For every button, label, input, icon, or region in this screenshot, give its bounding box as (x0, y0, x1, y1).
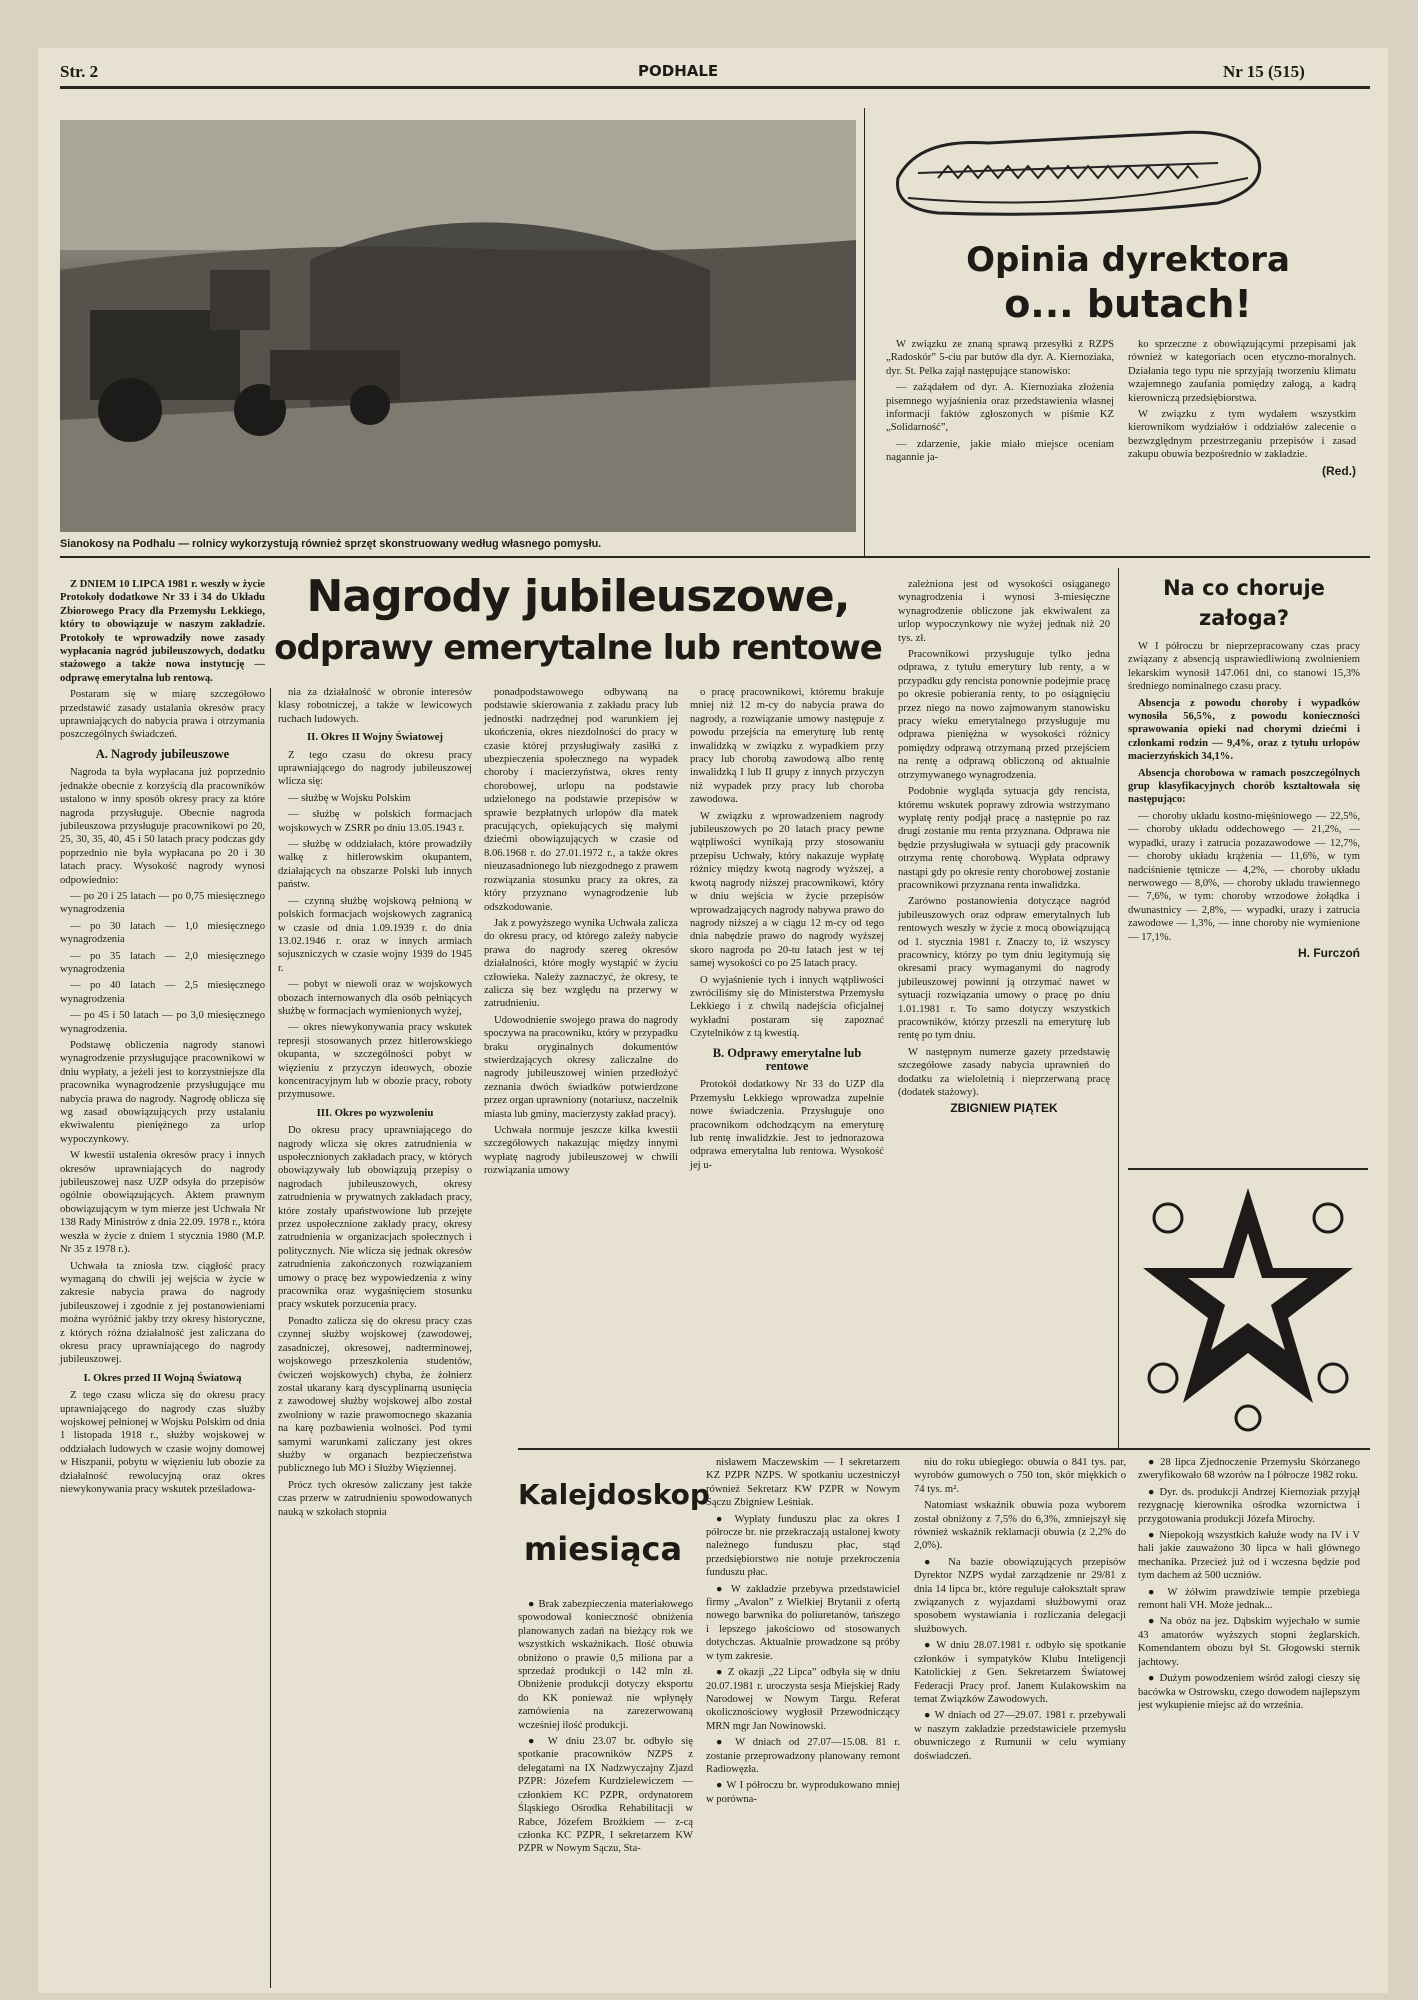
kalejdoskop-column-3 (914, 1456, 1126, 1766)
nagrody-paragraph: Uchwała ta zniosła tzw. ciągłość pracy wymaganą do chwili jej wejścia w życie w zakresie nabycia prawa do nagrody jubileuszowej i zgodnie z jej postanowieniami można wyróżnić jakby trzy okresy historyczne, z których różna działalność jest zaliczana do okresu pracy uprawniającego do nagrody jubileuszowej. (60, 1260, 265, 1366)
kalejdoskop-title-line2: miesiąca (523, 1530, 683, 1568)
list-item: ● Na bazie obowiązujących przepisów Dyrektor NZPS wydał zarządzenie nr 29/81 z dnia 14 lipca br., które reguluje całokształt spraw związanych z wyjazdami służbowymi oraz sposobem wystawiania i rozliczania delegacji służbowych. (914, 1556, 1126, 1635)
issue-number: Nr 15 (515) (1223, 62, 1305, 81)
list-item: — okres niewykonywania pracy wskutek represji stosowanych przez hitlerowskiego okupanta, w szczególności pobyt w więzieniu z przyczyn ideowych, obozie koncentracyjnym lub w obozie pracy, roboty przymusowe. (278, 1022, 472, 1101)
list-item: ● Na obóz na jez. Dąbskim wyjechało w sumie 43 amatorów wyższych stopni żeglarskich. Komendantem obozu był St. Głogowski sternik jachtowy. (1138, 1616, 1360, 1668)
list-item: ● W dniach od 27.07—15.08. 81 r. zostanie przeprowadzony planowany remont Radiowęzła. (706, 1737, 900, 1775)
nagrody-paragraph: Jak z powyższego wynika Uchwała zalicza do okresu pracy, od którego zależy nabycie prawa do nagrody szereg okresów działalności, które mogły wystąpić w życiu człowieka. Należy zaznaczyć, że okresy, te zalicza się bez względu na przerwy w zatrudnieniu. (484, 917, 678, 1010)
list-item: — po 45 i 50 latach — po 3,0 miesięcznego wynagrodzenia. (60, 1010, 265, 1035)
nagrody-paragraph: Z tego czasu wlicza się do okresu pracy uprawniającego do nagrody czas służby wojskowej pełnionej w Wojsku Polskim od dnia 1 listopada 1918 r., służby wojskowej w oddziałach ludowych w czasie wojny domowej w Hiszpanii, pobytu w więzieniu lub obozie za działalność rewolucyjną oraz okres niewykonywania pracy wskutek prześladowa- (60, 1390, 265, 1495)
section-heading-i: I. Okres przed II Wojną Światową (83, 1371, 242, 1384)
nagrody-column-2 (278, 686, 472, 1522)
masthead-name: PODHALE (638, 62, 719, 80)
nagrody-paragraph: nia za działalność w obronie interesów klasy robotniczej, a także w lewicowych ruchach ludowych. (278, 687, 472, 725)
kalejdoskop-title-line1: Kalejdoskop (518, 1478, 710, 1511)
nagrody-headline-2: odprawy emerytalne lub rentowe (274, 628, 882, 668)
nagrody-paragraph: Zarówno postanowienia dotyczące nagród jubileuszowych oraz odpraw emerytalnych lub rentowych weszły w życie z mocą obowiązującą od 1. stycznia 1981 r. Znaczy to, iż wszyscy pracownicy, którzy po tym dniu legitymują się okresami pracy wymaganymi do nagrody jubileuszowej powinni ją otrzymać nawet w sytuacji rozwiązania umowy o pracę po dniu 1.01.1981 r. To samo dotyczy wszystkich pracowników, którzy przeszli na emeryturę lub rentę po tym dniu. (898, 896, 1110, 1042)
shoe-illustration (878, 118, 1278, 228)
section-rule-1 (60, 556, 1370, 558)
list-item: — służbę w Wojsku Polskim (288, 792, 411, 804)
list-item: Natomiast wskaźnik obuwia poza wyborem został obniżony z 7,5% do 6,3%, zmniejszył się również wskaźnik reklamacji obuwia (z 2,2% do 2,0%). (914, 1500, 1126, 1552)
choruje-paragraph: — choroby układu kostno-mięśniowego — 22,5%, — choroby układu oddechowego — 21,2%, — wypadki, urazy i zatrucia pozazawodowe — 12,7%, — choroby układu krążenia — 11,6%, w tym nadciśnienie tętnicze — 4,2%, — choroby układu nerwowego — 8,0%, — choroby układu trawiennego — 7,6%, w tym: choroby wrzodowe żołądka i dwunastnicy — 2,8%, — wypadki, urazy i zatrucia zawodowe — 1,3%, — inne choroby nie wymienione — 17,1%. (1128, 810, 1360, 943)
list-item: ● Niepokoją wszystkich kałuże wody na IV i V hali jakie zauważono 30 lipca w hali głównego mechanika. Przecież już od i wczesna będzie pod tym dachem aż 500 uczniów. (1138, 1530, 1360, 1582)
nagrody-paragraph: Uchwała normuje jeszcze kilka kwestii szczegółowych nakazując między innymi wypłatę nagrody jubileuszowej w chwili rozwiązania umowy (484, 1125, 678, 1177)
photo-caption: Sianokosy na Podhalu — rolnicy wykorzystują również sprzęt skonstruowany według własnego pomysłu. (60, 538, 602, 550)
list-item: ● W żółwim prawdziwie tempie przebiega remont hali VH. Może jednak... (1138, 1586, 1360, 1612)
nagrody-column-5 (898, 578, 1110, 1116)
nagrody-column-4 (690, 686, 884, 1175)
section-heading-b: B. Odprawy emerytalne lub rentowe (712, 1045, 862, 1073)
page-header (38, 48, 1388, 88)
list-item: ● Brak zabezpieczenia materiałowego spowodował konieczność obniżenia planowanych zadań na bieżący rok we wszystkich wskaźnikach. Ilość obuwia obniżono o prawie 0,5 miliona par a sprzedaż produkcji o 142 mln zł. Obniżenie produkcji dotyczy eksportu do KK ponieważ nie wpłynęły zamówienia na zarezerwowaną wcześniej ilość produkcji. (518, 1599, 693, 1731)
opinia-paragraph: — zażądałem od dyr. A. Kiernoziaka złożenia pisemnego wyjaśnienia oraz przedstawienia własnej informacji faktów zgłoszonych w piśmie KZ „Solidarność”, (886, 382, 1114, 434)
star-icon (1138, 1178, 1358, 1438)
list-item: niu do roku ubiegłego: obuwia o 841 tys. par, wyrobów gumowych o 750 ton, skór miękkich o 74 tys. m². (914, 1457, 1126, 1495)
choruje-paragraph: Absencja z powodu choroby i wypadków wynosiła 56,5%, z powodu konieczności sprawowania opieki nad chorymi dziećmi i członkami rodzin — 9,4%, oraz z tytułu urlopów macierzyńskich 34,1%. (1128, 697, 1360, 763)
list-item: ● W dniu 28.07.1981 r. odbyło się spotkanie członków i sympatyków Klubu Inteligencji Katolickiej z Gen. Sekretarzem Światowej Federacji Pracy prof. Janem Kulakowskim na temat Związków Zawodowych. (914, 1640, 1126, 1705)
nagrody-paragraph: Podobnie wygląda sytuacja gdy rencista, któremu wskutek poprawy zdrowia wstrzymano wypłatę renty podjął pracę a następnie po raz drugi zostanie mu renta przyznana. Odprawa nie będzie przysługiwała w sytuacji gdy pracownik otrzyma rentę chorobową. Wypłata odprawy nastąpi gdy po okresie renty chorobowej zostanie pracownikowi przyznana renta inwalidzka. (898, 786, 1110, 891)
column-rule-photo (864, 108, 865, 556)
opinia-column-1 (886, 338, 1114, 468)
nagrody-paragraph: Do okresu pracy uprawniającego do nagrody wlicza się okres zatrudnienia w uspołecznionych zakładach pracy, w których obowiązywały lub obowiązują przepisy o nagrodach jubileuszowych, okresy zatrudnienia w prywatnych zakładach pracy, które zostały upaństwowione lub przejęte przez uspołecznione zakłady pracy, okresy zatrudnienia w organizacjach społecznych i politycznych. Nie wlicza się jednak okresów zatrudnienia zakończonych rozwiązaniem umowy o pracę bez wypowiedzenia z winy pracownika oraz wygaśnięciem stosunku pracy wskutek porzucenia pracy. (278, 1125, 472, 1311)
choruje-headline (1128, 573, 1360, 633)
list-item: ● Dużym powodzeniem wśród załogi cieszy się bacówka w Ostrowsku, czego dowodem najlepszym jest wykupienie miejsc aż do września. (1138, 1673, 1360, 1711)
choruje-paragraph: Absencja chorobowa w ramach poszczególnych grup klasyfikacyjnych chorób kształtowała się następująco: (1128, 767, 1360, 806)
list-item: — po 20 i 25 latach — po 0,75 miesięcznego wynagrodzenia (60, 890, 265, 916)
opinia-title-line2: o... butach! (1004, 282, 1252, 326)
header-rule (60, 86, 1370, 89)
opinia-headline (898, 238, 1358, 326)
list-item: — po 30 latach — 1,0 miesięcznego wynagrodzenia (60, 920, 265, 946)
page-number: Str. 2 (60, 62, 99, 81)
list-item: — po 40 latach — 2,5 miesięcznego wynagrodzenia (60, 980, 265, 1005)
opinia-paragraph: — zdarzenie, jakie miało miejsce oceniam nagannie ja- (886, 438, 1114, 464)
nagrody-paragraph: Udowodnienie swojego prawa do nagrody spoczywa na pracowniku, który w przypadku braku oryginalnych dokumentów stwierdzających okresy zaliczalne do nagrody jubileuszowej winien przedłożyć zeznania dwóch świadków potwierdzone przez organ uprawniony (notariusz, naczelnik miasta lub gminy, macierzysty zakład pracy). (484, 1014, 678, 1120)
section-heading-iii: III. Okres po wyzwoleniu (316, 1106, 434, 1119)
section-heading-a: A. Nagrody jubileuszowe (95, 746, 230, 761)
nagrody-paragraph: W związku z wprowadzeniem nagrody jubileuszowych po 20 latach pracy pewne wątpliwości wynikają przy stosowaniu przepisu Uchwały, który nakazuje wypłatę różnicy między kwotą nagrody wyższej, a kwotą nagrody niższej pracownikowi, który w dniu wejścia w życie przepisów wprowadzających nagrody nabywa prawo do nagrody niższej a w ciągu 12 m-cy od tego dnia nabędzie prawo do nagrody wyższej skoro nagroda po 20-tu latach jest w tej samej wysokości co po 25 latach pracy. (690, 810, 884, 970)
opinia-title-line1: Opinia dyrektora (966, 240, 1290, 280)
column-rule (270, 688, 271, 1988)
nagrody-paragraph: Postaram się w miarę szczegółowo przedstawić zasady ustalania okresów pracy uprawniających do nabycia prawa i otrzymania poszczególnych świadczeń. (60, 689, 265, 741)
nagrody-paragraph: Prócz tych okresów zaliczany jest także czas przerw w zatrudnieniu spowodowanych nauką w szkołach stopnia (278, 1479, 472, 1518)
section-heading-ii: II. Okres II Wojny Światowej (306, 731, 444, 744)
list-item: nisławem Maczewskim — I sekretarzem KZ PZPR NZPS. W spotkaniu uczestniczył również Sekretarz KW PZPR w Nowym Sączu Zbigniew Leśniak. (706, 1457, 900, 1509)
nagrody-paragraph: Z tego czasu do okresu pracy uprawniającego do nagrody jubileuszowej wlicza się: (278, 749, 472, 788)
list-item: ● Z okazji „22 Lipca” odbyła się w dniu 20.07.1981 r. uroczysta sesja Miejskiej Rady Narodowej w Nowym Targu. Referat okolicznościowy wygłosił Przewodniczący MRN mgr Jan Nowinowski. (706, 1667, 900, 1732)
list-item: ● W zakładzie przebywa przedstawiciel firmy „Avalon” z Wielkiej Brytanii z ofertą nowego barwnika do poliuretanów, tańszego i lepszego jakościowo od stosowanych dotychczas. Aktualnie prowadzone są próby w tym zakresie. (706, 1583, 900, 1662)
nagrody-paragraph: Nagroda ta była wypłacana już poprzednio jednakże obecnie z korzyścią dla pracowników ustalono w inny sposób okresy pracy za które nagroda przysługuje. Obecnie nagroda jubileuszowa przysługuje pracownikowi po 20, 25, 30, 35, 40, 45 i 50 latach pracy podczas gdy poprzednio nie była wypłacana po 20 i 30 latach pracy. Wysokość nagrody wynosi odpowiednio: (60, 767, 265, 886)
nagrody-paragraph: zależniona jest od wysokości osiąganego wynagrodzenia i wynosi 3-miesięczne wynagrodzenie obliczone jak ekwiwalent za urlop wypoczynkowy nie wyżej jednak niż 20 tys. zł. (898, 579, 1110, 644)
star-decoration (1138, 1178, 1358, 1438)
choruje-paragraph: W I półroczu br nieprzepracowany czas pracy związany z absencją usprawiedliwioną zwolnieniem lekarskim wynosił 147.061 dni, co stanowi 15,3% średniego nominalnego czasu pracy. (1128, 641, 1360, 693)
choruje-title-line1: Na co choruje (1163, 576, 1325, 600)
list-item: ● Wypłaty funduszu płac za okres I półrocze br. nie przekraczają ustalonej kwoty należnego funduszu płac, stąd przedsiębiorstwo nie notuje przekroczenia funduszu płac. (706, 1513, 900, 1579)
harvest-photo (60, 120, 856, 532)
list-item: — po 35 latach — 2,0 miesięcznego wynagrodzenia (60, 950, 265, 975)
nagrody-paragraph: W kwestii ustalenia okresów pracy i innych okresów uprawniających do nagrody jubileuszowej nasz UZP odsyła do przepisów ogólnie obowiązujących. Aktem prawnym obowiązującym w tym mierze jest Uchwała Nr 138 Rady Ministrów z dnia 22.09. 1978 r., która weszła w życie z dniem 1 stycznia 1980 (M.P. Nr 35 z 1978 r.). (60, 1150, 265, 1256)
opinia-column-2 (1128, 338, 1356, 478)
choruje-column (1128, 640, 1360, 960)
nagrody-headline-1: Nagrody jubileuszowe, (306, 571, 850, 622)
section-rule (518, 1448, 1370, 1450)
list-item: ● W I półroczu br. wyprodukowano mniej w porówna- (706, 1780, 900, 1805)
nagrody-paragraph: Pracownikowi przysługuje tylko jedna odprawa, z tytułu emerytury lub renty, a w przypadku gdy rencista ponownie podejmie pracę po okresie pobierania renty, to po osiągnięciu przez niego na nowo zajmowanym stanowisku pracy wieku emerytalnego przysługuje mu odprawa pieniężna w wysokości różnicy pomiędzy odprawą otrzymaną przed przejściem na rentę a odprawą obliczoną od aktualnie otrzymywanego wynagrodzenia. (898, 649, 1110, 781)
opinia-signature: (Red.) (1322, 463, 1356, 478)
list-item: — służbę w oddziałach, które prowadziły walkę z hitlerowskim okupantem, działających na obszarze Polski lub innych państw. (278, 839, 472, 891)
nagrody-signature: ZBIGNIEW PIĄTEK (950, 1101, 1058, 1116)
nagrody-paragraph: Ponadto zalicza się do okresu pracy czas czynnej służby wojskowej (zawodowej, zasadniczej, okresowej, nadterminowej, wojskowego przeszkolenia studentów, ćwiczeń wojskowych) chyba, że żołnierz został ukarany karą dyscyplinarną usunięcia z zawodowej służby wojskowej albo został zwolniony w razie prawomocnego skazania na karę pozbawienia wolności. Pod tymi samymi warunkami zaliczany jest okres służby w organach bezpieczeństwa publicznego lub MO i Służby Więziennej. (278, 1315, 472, 1475)
choruje-signature: H. Furczoń (1298, 945, 1360, 960)
list-item: ● W dniu 23.07 br. odbyło się spotkanie pracowników NZPS z delegatami na IX Nadzwyczajny Zjazd PZPR: Józefem Kurdzielewiczem — członkiem KC PZPR, ordynatorem Śląskiego Ośrodka Rehabilitacji w Rabce, Józefem Brożkiem — z-cą członka KC PZPR, I sekretarzem KW PZPR w Nowym Sączu, Sta- (518, 1736, 693, 1855)
nagrody-paragraph: W następnym numerze gazety przedstawię szczegółowe zasady nabycia uprawnień do dodatku za wieloletnią i nieprzerwaną pracę (dodatek stażowy). (898, 1046, 1110, 1099)
newspaper-page (38, 48, 1388, 1993)
nagrody-paragraph: Protokół dodatkowy Nr 33 do UZP dla Przemysłu Lekkiego wprowadza zupełnie nowe świadczenia. Przysługuje ono pracownikom odchodzącym na emeryturę lub rentę inwalidzkie. Jest to jednorazowa odprawa emerytalna lub rentowa. Wysokość jej u- (690, 1079, 884, 1171)
section-rule (1128, 1168, 1368, 1170)
list-item: — służbę w polskich formacjach wojskowych w ZSRR po dniu 13.05.1943 r. (278, 809, 472, 834)
opinia-paragraph: W związku z tym wydałem wszystkim kierownikom wydziałów i oddziałów zalecenie o bezwzględnym przestrzeganiu przepisów i zasad zakupu obuwia bezpośrednio w zakładzie. (1128, 409, 1356, 461)
list-item: — czynną służbę wojskową pełnioną w polskich formacjach wojskowych zagranicą w czasie od dnia 1.09.1939 r. do dnia 13.02.1946 r. oraz w innych armiach sojuszniczych w czasie wojny 1939 do 1945 r. (278, 895, 472, 974)
nagrody-column-3 (484, 686, 678, 1181)
nagrody-paragraph: ponadpodstawowego odbywaną na podstawie skierowania z zakładu pracy lub jednostki nadrzędnej pod warunkiem jej ukończenia, okres niezdolności do pracy w czasie której przysługiwały zasiłki z ubezpieczenia społecznego na wypadek choroby i macierzyństwa, okres renty chorobowej, urlopu na podstawie udzielonego na podstawie przepisów w sprawie bezpłatnych urlopów dla matek pracujących, opiekujących się małymi dziećmi obowiązujących w czasie od 8.06.1968 r. do 27.01.1972 r., a także okres nieuzasadnionego lub niezgodnego z prawem rozwiązania stosunku pracy za okres, za który przyznano wynagrodzenie lub odszkodowanie. (484, 687, 678, 913)
list-item: — pobyt w niewoli oraz w wojskowych obozach internowanych dla osób pełniących służbę w formacjach wymienionych wyżej, (278, 979, 472, 1017)
list-item: ● W dniach od 27—29.07. 1981 r. przebywali w naszym zakładzie przedstawiciele przemysłu obuwniczego z Rumunii w celu wymiany doświadczeń. (914, 1710, 1126, 1762)
column-rule (1118, 568, 1119, 1448)
nagrody-column-1 (60, 578, 265, 1499)
shoe-icon (878, 118, 1278, 228)
tractor-photo-icon (60, 120, 856, 532)
list-item: ● 28 lipca Zjednoczenie Przemysłu Skórzanego zweryfikowało 68 wzorów na I półrocze 1982 roku. (1138, 1457, 1360, 1482)
nagrody-paragraph: o pracę pracownikowi, któremu brakuje mniej niż 12 m-cy do nabycia prawa do nagrody, a rozwiązanie umowy następuje z powodu przejścia na emeryturę lub rentę inwalidzką w związku z wypadkiem przy pracy lub chorobą zawodową albo rentę inwalidzką I lub II grupy z innych przyczyn niż wypadek przy pracy lub choroba zawodowa. (690, 687, 884, 806)
nagrody-paragraph: Podstawę obliczenia nagrody stanowi wynagrodzenie przysługujące pracownikowi w dniu wypłaty, a jeżeli jest to korzystniejsze dla pracownika wynagrodzenie przysługujące mu nabycia prawa do nagrody. Nagrodę oblicza się wg zasad obowiązujących przy ustalaniu ekwiwalentu pieniężnego za urlop wypoczynkowy. (60, 1040, 265, 1145)
opinia-paragraph: ko sprzeczne z obowiązującymi przepisami jak również w kategoriach ocen etyczno-moralnych. Działania tego typu nie sprzyjają tworzeniu klimatu wzajemnego zaufania pomiędzy załogą, a kadrą kierowniczą przedsiębiorstwa. (1128, 339, 1356, 404)
choruje-title-line2: załoga? (1199, 606, 1289, 630)
nagrody-paragraph: O wyjaśnienie tych i innych wątpliwości zwróciliśmy się do Ministerstwa Przemysłu Lekkiego i z chwilą nadejścia oficjalnej wykładni postaram się zapoznać Czytelników z tą kwestią. (690, 974, 884, 1040)
kalejdoskop-headline (518, 1468, 710, 1576)
kalejdoskop-column-4 (1138, 1456, 1360, 1715)
list-item: ● Dyr. ds. produkcji Andrzej Kiernoziak przyjął rezygnację kierownika ośrodka wzornictwa i przygotowania produkcji Józefa Mirochy. (1138, 1486, 1360, 1525)
opinia-paragraph: W związku ze znaną sprawą przesyłki z RZPS „Radoskór” 5-ciu par butów dla dyr. A. Kiernoziaka, dyr. St. Pelka zajął następujące stanowisko: (886, 339, 1114, 377)
nagrody-lead: Z DNIEM 10 LIPCA 1981 r. weszły w życie Protokoły dodatkowe Nr 33 i 34 do Układu Zbiorowego Pracy dla Przemysłu Lekkiego, który to obowiązuje w naszym zakładzie. Protokoły te wprowadziły nowe zasady wypłacania nagród jubileuszowych, dodatku stażowego a także nowa instytucję — odprawę emerytalna lub rentową. (60, 579, 265, 684)
kalejdoskop-column-2 (706, 1456, 900, 1809)
kalejdoskop-column-1 (518, 1598, 693, 1859)
